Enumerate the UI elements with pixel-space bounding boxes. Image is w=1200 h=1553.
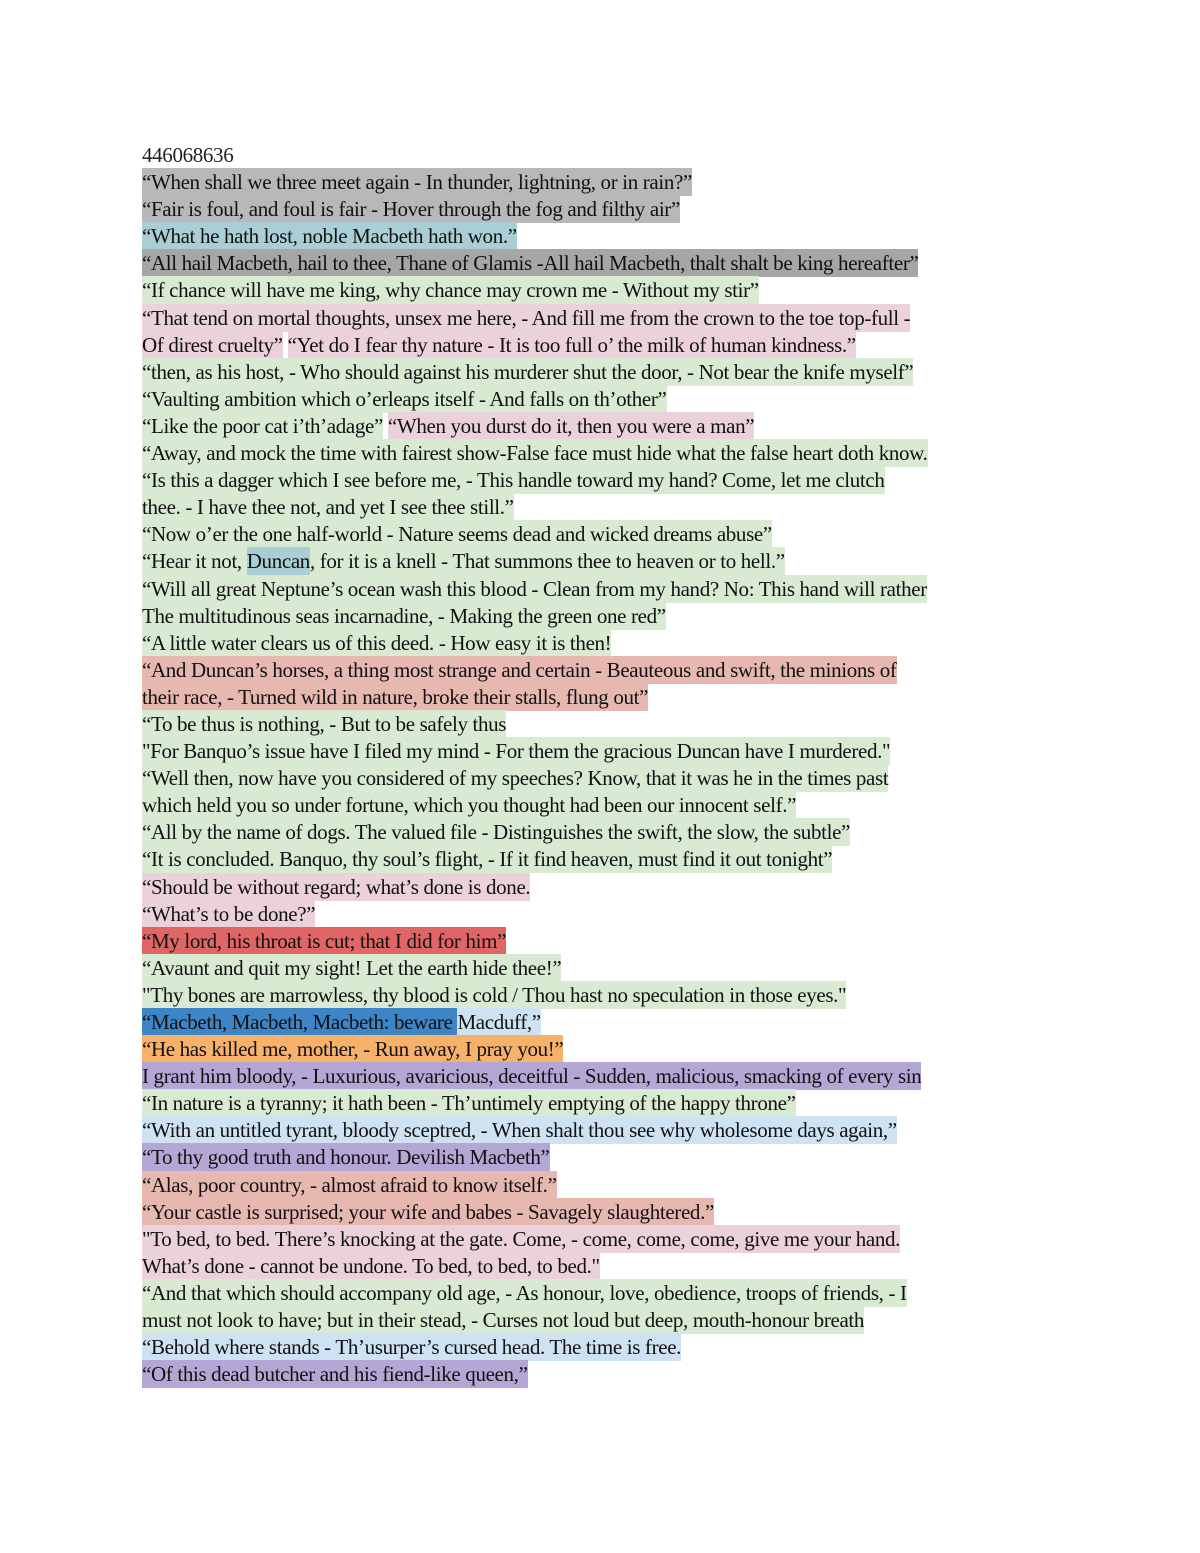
quote-line [142,223,1072,250]
quote-line [142,1226,1072,1253]
highlighted-text: “Behold where stands - Th’usurper’s cursed head. The time is free. [142,1335,682,1360]
highlighted-text: “All hail Macbeth, hail to thee, Thane of Glamis -All hail Macbeth, thalt shalt be king hereafter” [142,251,919,276]
highlighted-text: Duncan [246,549,310,574]
quote-line [142,711,1072,738]
highlighted-text: “In nature is a tyranny; it hath been - Th’untimely emptying of the happy throne” [142,1091,796,1116]
highlighted-text: “Fair is foul, and foul is fair - Hover through the fog and filthy air” [142,197,680,222]
highlighted-text: which held you so under fortune, which you thought had been our innocent self.” [142,793,797,818]
highlighted-text: “If chance will have me king, why chance may crown me - Without my stir” [142,278,759,303]
highlighted-text: “With an untitled tyrant, bloody sceptred, - When shalt thou see why wholesome days again,” [142,1118,897,1143]
highlighted-text: thee. - I have thee not, and yet I see thee still.” [142,495,514,520]
highlighted-text: “Your castle is surprised; your wife and babes - Savagely slaughtered.” [142,1199,714,1224]
quote-line [142,1307,1072,1334]
quote-line [142,196,1072,223]
highlighted-text: "For Banquo’s issue have I filed my mind - For them the gracious Duncan have I murdered." [142,739,891,764]
highlighted-text: their race, - Turned wild in nature, broke their stalls, flung out” [142,684,649,709]
quote-line [142,169,1072,196]
quote-line [142,738,1072,765]
quote-line [142,846,1072,873]
highlighted-text: “Now o’er the one half-world - Nature seems dead and wicked dreams abuse” [142,522,772,547]
highlighted-text: “He has killed me, mother, - Run away, I pray you!” [142,1037,564,1062]
quote-line [142,1036,1072,1063]
quote-line [142,765,1072,792]
quote-line [142,1009,1072,1036]
document-body [142,142,1072,1388]
quote-line [142,305,1072,332]
highlighted-text: “Alas, poor country, - almost afraid to know itself.” [142,1172,557,1197]
quote-line [142,250,1072,277]
highlighted-text: “Well then, now have you considered of my speeches? Know, that it was he in the times past [142,766,889,791]
quote-line [142,386,1072,413]
quote-line [142,494,1072,521]
highlighted-text: “Vaulting ambition which o’erleaps itself - And falls on th’other” [142,386,667,411]
highlighted-text: "To bed, to bed. There’s knocking at the gate. Come, - come, come, come, give me your hand. [142,1226,901,1251]
highlighted-text: “Macbeth, Macbeth, Macbeth: beware [142,1010,458,1034]
highlighted-text: “And Duncan’s horses, a thing most strange and certain - Beauteous and swift, the minions of [142,657,897,682]
highlighted-text: “What’s to be done?” [142,901,316,926]
quote-line [142,440,1072,467]
quote-line [142,548,1072,575]
highlighted-text [283,331,288,359]
highlighted-text: “Should be without regard; what’s done is done. [142,874,531,899]
quote-line [142,413,1072,440]
quote-line [142,901,1072,928]
quote-line [142,576,1072,603]
quote-line [142,657,1072,684]
highlighted-text: “That tend on mortal thoughts, unsex me here, - And fill me from the crown to the toe top-full - [142,305,911,330]
highlighted-text: “It is concluded. Banquo, thy soul’s flight, - If it find heaven, must find it out tonight” [142,847,833,872]
highlighted-text: “Yet do I fear thy nature - It is too full o’ the milk of human kindness.” [287,332,856,357]
quote-line [142,928,1072,955]
highlighted-text: "Thy bones are marrowless, thy blood is cold / Thou hast no speculation in those eyes." [142,982,847,1007]
quote-line [142,630,1072,657]
quote-line [142,792,1072,819]
highlighted-text: Macduff,” [457,1010,541,1034]
highlighted-text: “Avaunt and quit my sight! Let the earth hide thee!” [142,955,562,980]
highlighted-text: “then, as his host, - Who should against his murderer shut the door, - Not bear the knife myself” [142,359,914,384]
quote-line [142,1361,1072,1388]
quote-line [142,874,1072,901]
quote-line [142,1334,1072,1361]
quote-line [142,1172,1072,1199]
quote-line [142,1090,1072,1117]
quote-line [142,982,1072,1009]
highlighted-text: “My lord, his throat is cut; that I did for him” [142,928,507,953]
quote-line [142,684,1072,711]
quote-line [142,332,1072,359]
quote-line [142,1199,1072,1226]
quote-line [142,1280,1072,1307]
highlighted-text: What’s done - cannot be undone. To bed, to bed, to bed." [142,1253,600,1278]
highlighted-text: I grant him bloody, - Luxurious, avaricious, deceitful - Sudden, malicious, smacking of every sin [142,1064,922,1089]
highlighted-text: must not look to have; but in their stead, - Curses not loud but deep, mouth-honour breath [142,1308,865,1333]
quote-line [142,1117,1072,1144]
quote-list [142,169,1072,1388]
quote-line [142,277,1072,304]
quote-line [142,521,1072,548]
quote-line [142,603,1072,630]
highlighted-text: “What he hath lost, noble Macbeth hath won.” [142,224,517,249]
highlighted-text: “Hear it not, [142,549,247,574]
highlighted-text: “A little water clears us of this deed. - How easy it is then! [142,630,612,655]
highlighted-text: , for it is a knell - That summons thee to heaven or to hell.” [309,549,785,574]
document-id: 446068636 [142,143,234,167]
quote-line [142,819,1072,846]
highlighted-text: “To thy good truth and honour. Devilish Macbeth” [142,1145,550,1170]
quote-line [142,955,1072,982]
quote-line [142,1144,1072,1171]
highlighted-text: The multitudinous seas incarnadine, - Making the green one red” [142,603,666,628]
quote-line [142,467,1072,494]
highlighted-text: “When shall we three meet again - In thunder, lightning, or in rain?” [142,170,692,195]
highlighted-text: “When you durst do it, then you were a man” [387,413,755,438]
highlighted-text: “And that which should accompany old age, - As honour, love, obedience, troops of friends, - I [142,1280,907,1305]
quote-line [142,1063,1072,1090]
highlighted-text: Of direst cruelty” [142,332,283,357]
highlighted-text: “Of this dead butcher and his fiend-like queen,” [142,1362,528,1387]
highlighted-text: “Like the poor cat i’th’adage” [142,413,383,438]
quote-line [142,359,1072,386]
highlighted-text: “Will all great Neptune’s ocean wash this blood - Clean from my hand? No: This hand will rather [142,576,927,601]
highlighted-text: “All by the name of dogs. The valued file - Distinguishes the swift, the slow, the subtle” [142,820,851,845]
highlighted-text: “To be thus is nothing, - But to be safely thus [142,711,507,736]
highlighted-text: “Is this a dagger which I see before me, - This handle toward my hand? Come, let me clutch [142,468,885,493]
quote-line [142,1253,1072,1280]
highlighted-text: “Away, and mock the time with fairest show-False face must hide what the false heart doth know. [142,441,928,466]
